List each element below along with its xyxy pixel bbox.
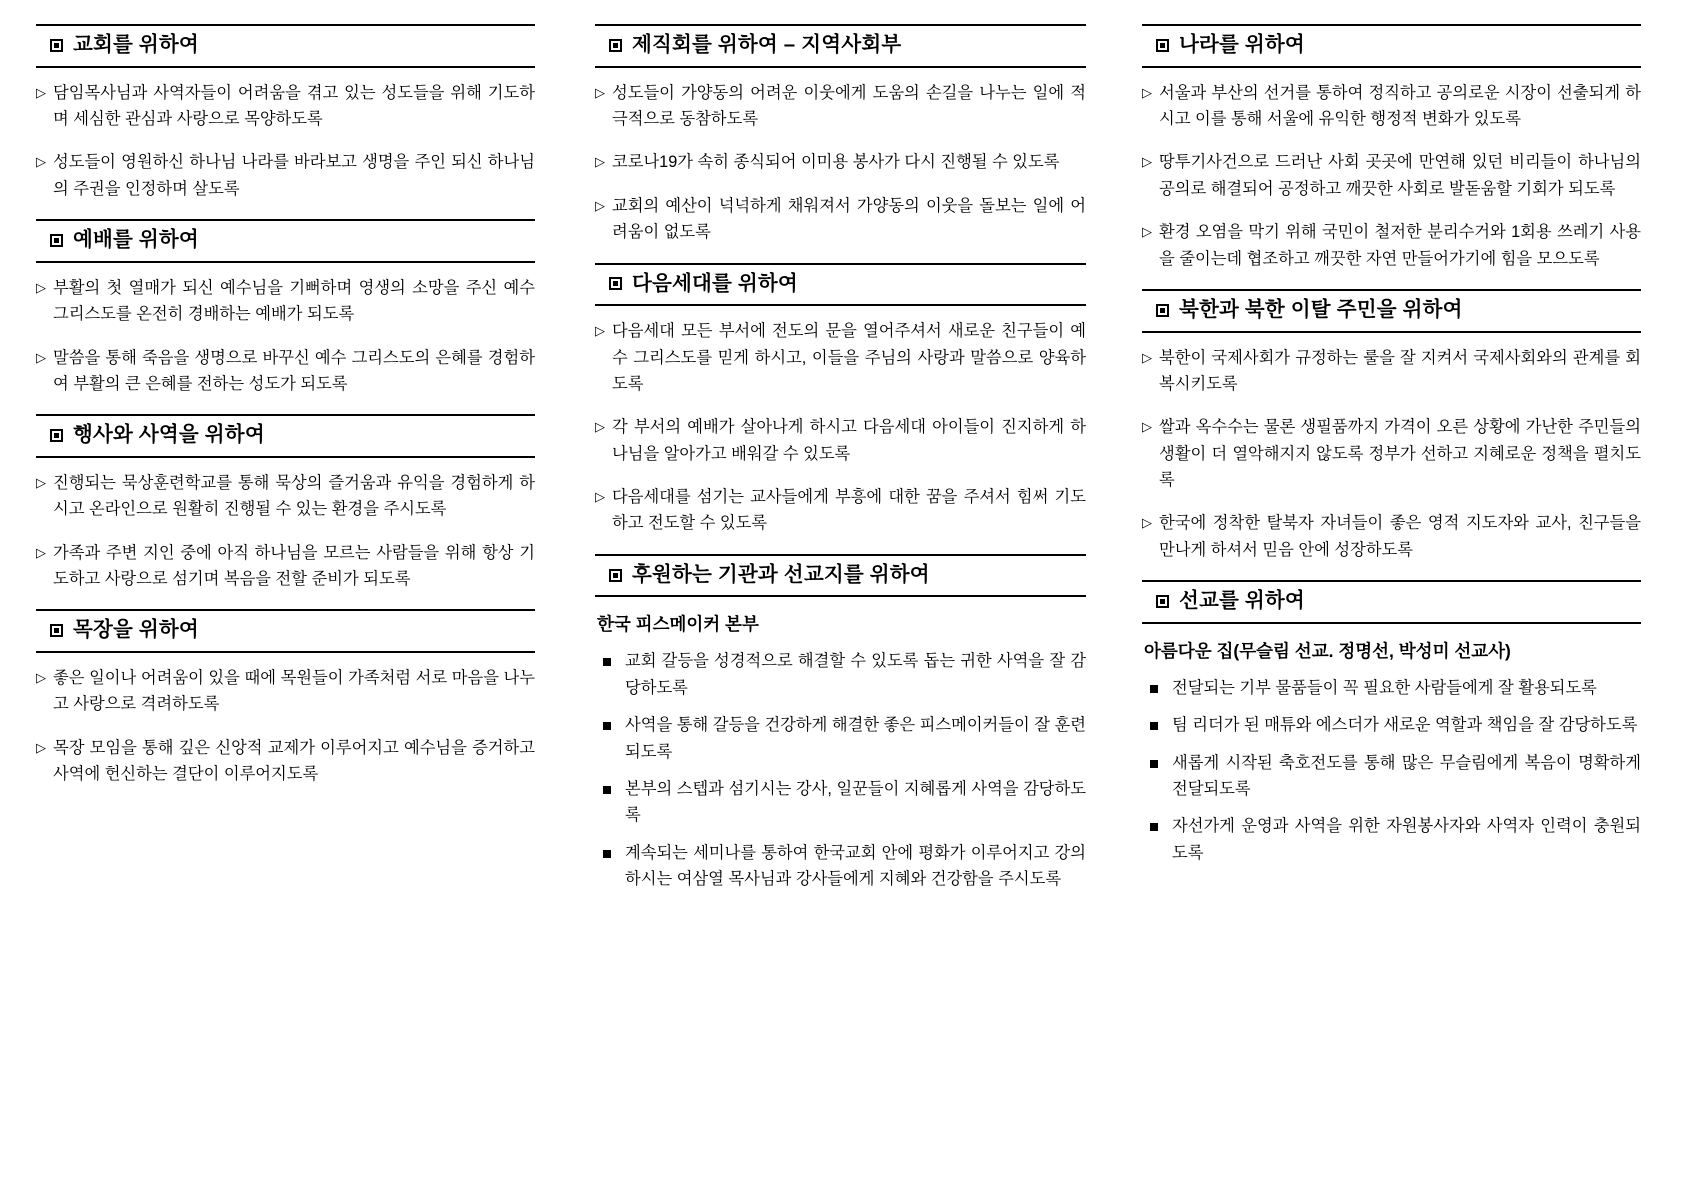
prayer-item: 전달되는 기부 물품들이 꼭 필요한 사람들에게 잘 활용되도록 — [1142, 675, 1641, 701]
section-header — [1142, 289, 1641, 333]
section-items — [36, 665, 535, 788]
section-items — [1142, 80, 1641, 272]
section-title: 나라를 위하여 — [1179, 33, 1305, 56]
section-title: 예배를 위하여 — [73, 228, 199, 252]
section-header — [595, 554, 1086, 598]
prayer-item: ▷ 다음세대 모든 부서에 전도의 문을 열어주셔서 새로운 친구들이 예수 그리스도를 믿게 하시고, 이들을 주님의 사랑과 말씀으로 양육하도록 — [595, 318, 1086, 397]
prayer-item: ▷ 말씀을 통해 죽음을 생명으로 바꾸신 예수 그리스도의 은혜를 경험하여 부활의 큰 은혜를 전하는 성도가 되도록 — [36, 345, 535, 398]
section-north-korea — [1142, 289, 1641, 563]
section-title: 다음세대를 위하여 — [632, 271, 798, 295]
prayer-item: ▷ 목장 모임을 통해 깊은 신앙적 교제가 이루어지고 예수님을 증거하고 사역에 헌신하는 결단이 이루어지도록 — [36, 735, 535, 788]
section-items — [36, 80, 535, 203]
section-title: 교회를 위하여 — [73, 33, 199, 56]
section-title: 선교를 위하여 — [1179, 589, 1305, 613]
section-header — [595, 24, 1086, 68]
section-title: 후원하는 기관과 선교지를 위하여 — [632, 562, 930, 586]
section-items — [1142, 675, 1641, 866]
section-header — [36, 414, 535, 458]
section-header — [36, 24, 535, 68]
section-header — [595, 263, 1086, 307]
filled-square-bullet-icon — [50, 429, 63, 442]
filled-square-bullet-icon — [50, 39, 63, 52]
prayer-item: 새롭게 시작된 축호전도를 통해 많은 무슬림에게 복음이 명확하게 전달되도록 — [1142, 750, 1641, 803]
section-mokjang — [36, 609, 535, 787]
prayer-item: ▷ 가족과 주변 지인 중에 아직 하나님을 모르는 사람들을 위해 항상 기도하고 사랑으로 섬기며 복음을 전할 준비가 되도록 — [36, 540, 535, 593]
prayer-item: ▷ 환경 오염을 막기 위해 국민이 철저한 분리수거와 1회용 쓰레기 사용을 줄이는데 협조하고 깨끗한 자연 만들어가기에 힘을 모으도록 — [1142, 219, 1641, 272]
filled-square-bullet-icon — [609, 39, 622, 52]
section-items — [36, 470, 535, 593]
section-nation — [1142, 24, 1641, 272]
prayer-item: ▷ 교회의 예산이 넉넉하게 채워져서 가양동의 이웃을 돌보는 일에 어려움이 없도록 — [595, 193, 1086, 246]
prayer-item: ▷ 좋은 일이나 어려움이 있을 때에 목원들이 가족처럼 서로 마음을 나누고 사랑으로 격려하도록 — [36, 665, 535, 718]
section-title: 행사와 사역을 위하여 — [73, 423, 265, 447]
prayer-item: ▷ 한국에 정착한 탈북자 자녀들이 좋은 영적 지도자와 교사, 친구들을 만나게 하셔서 믿음 안에 성장하도록 — [1142, 510, 1641, 563]
section-subheading: 한국 피스메이커 본부 — [597, 614, 759, 635]
section-missions — [1142, 580, 1641, 866]
prayer-item: ▷ 북한이 국제사회가 규정하는 룰을 잘 지켜서 국제사회와의 관계를 회복시키도록 — [1142, 345, 1641, 398]
section-supported-organizations — [595, 554, 1086, 893]
prayer-item: ▷ 각 부서의 예배가 살아나게 하시고 다음세대 아이들이 진지하게 하나님을 알아가고 배워갈 수 있도록 — [595, 414, 1086, 467]
prayer-item: 사역을 통해 갈등을 건강하게 해결한 좋은 피스메이커들이 잘 훈련되도록 — [595, 712, 1086, 765]
prayer-item: ▷ 땅투기사건으로 드러난 사회 곳곳에 만연해 있던 비리들이 하나님의 공의로 해결되어 공정하고 깨끗한 사회로 발돋움할 기회가 되도록 — [1142, 149, 1641, 202]
filled-square-bullet-icon — [1156, 595, 1169, 608]
prayer-item: ▷ 다음세대를 섬기는 교사들에게 부흥에 대한 꿈을 주셔서 힘써 기도하고 전도할 수 있도록 — [595, 484, 1086, 537]
column-1 — [26, 24, 569, 1180]
section-church — [36, 24, 535, 202]
section-jejikhoe — [595, 24, 1086, 246]
section-subheading: 아름다운 집(무슬림 선교. 정명선, 박성미 선교사) — [1144, 640, 1511, 661]
section-header — [1142, 580, 1641, 624]
section-items — [36, 275, 535, 398]
section-worship — [36, 219, 535, 397]
prayer-item: ▷ 담임목사님과 사역자들이 어려움을 겪고 있는 성도들을 위해 기도하며 세심한 관심과 사랑으로 목양하도록 — [36, 80, 535, 133]
filled-square-bullet-icon — [609, 569, 622, 582]
prayer-item: ▷ 부활의 첫 열매가 되신 예수님을 기뻐하며 영생의 소망을 주신 예수 그리스도를 온전히 경배하는 예배가 되도록 — [36, 275, 535, 328]
prayer-item: 계속되는 세미나를 통하여 한국교회 안에 평화가 이루어지고 강의하시는 여삼열 목사님과 강사들에게 지혜와 건강함을 주시도록 — [595, 840, 1086, 893]
filled-square-bullet-icon — [1156, 39, 1169, 52]
filled-square-bullet-icon — [50, 624, 63, 637]
column-2 — [569, 24, 1112, 1180]
section-events-ministry — [36, 414, 535, 592]
prayer-item: ▷ 코로나19가 속히 종식되어 이미용 봉사가 다시 진행될 수 있도록 — [595, 149, 1086, 175]
filled-square-bullet-icon — [1156, 304, 1169, 317]
section-header — [1142, 24, 1641, 68]
prayer-item: 팀 리더가 된 매튜와 에스더가 새로운 역할과 책임을 잘 감당하도록 — [1142, 712, 1641, 738]
prayer-item: ▷ 성도들이 영원하신 하나님 나라를 바라보고 생명을 주인 되신 하나님의 주권을 인정하며 살도록 — [36, 149, 535, 202]
section-items — [1142, 345, 1641, 564]
section-items — [595, 318, 1086, 537]
prayer-item: ▷ 쌀과 옥수수는 물론 생필품까지 가격이 오른 상황에 가난한 주민들의 생활이 더 열악해지지 않도록 정부가 선하고 지혜로운 정책을 펼치도록 — [1142, 414, 1641, 493]
section-next-generation — [595, 263, 1086, 537]
section-title: 목장을 위하여 — [73, 618, 199, 642]
prayer-item: ▷ 서울과 부산의 선거를 통하여 정직하고 공의로운 시장이 선출되게 하시고 이를 통해 서울에 유익한 행정적 변화가 있도록 — [1142, 80, 1641, 133]
column-3 — [1112, 24, 1655, 1180]
prayer-item: ▷ 진행되는 묵상훈련학교를 통해 묵상의 즐거움과 유익을 경험하게 하시고 온라인으로 원활히 진행될 수 있는 환경을 주시도록 — [36, 470, 535, 523]
filled-square-bullet-icon — [50, 234, 63, 247]
prayer-item: 교회 갈등을 성경적으로 해결할 수 있도록 돕는 귀한 사역을 잘 감당하도록 — [595, 648, 1086, 701]
prayer-item: 본부의 스텝과 섬기시는 강사, 일꾼들이 지혜롭게 사역을 감당하도록 — [595, 776, 1086, 829]
section-header — [36, 219, 535, 263]
section-items — [595, 648, 1086, 892]
section-header — [36, 609, 535, 653]
prayer-item: 자선가게 운영과 사역을 위한 자원봉사자와 사역자 인력이 충원되도록 — [1142, 813, 1641, 866]
section-items — [595, 80, 1086, 246]
section-title: 제직회를 위하여 – 지역사회부 — [632, 33, 902, 56]
filled-square-bullet-icon — [609, 277, 622, 290]
prayer-item: ▷ 성도들이 가양동의 어려운 이웃에게 도움의 손길을 나누는 일에 적극적으로 동참하도록 — [595, 80, 1086, 133]
section-title: 북한과 북한 이탈 주민을 위하여 — [1179, 297, 1463, 321]
